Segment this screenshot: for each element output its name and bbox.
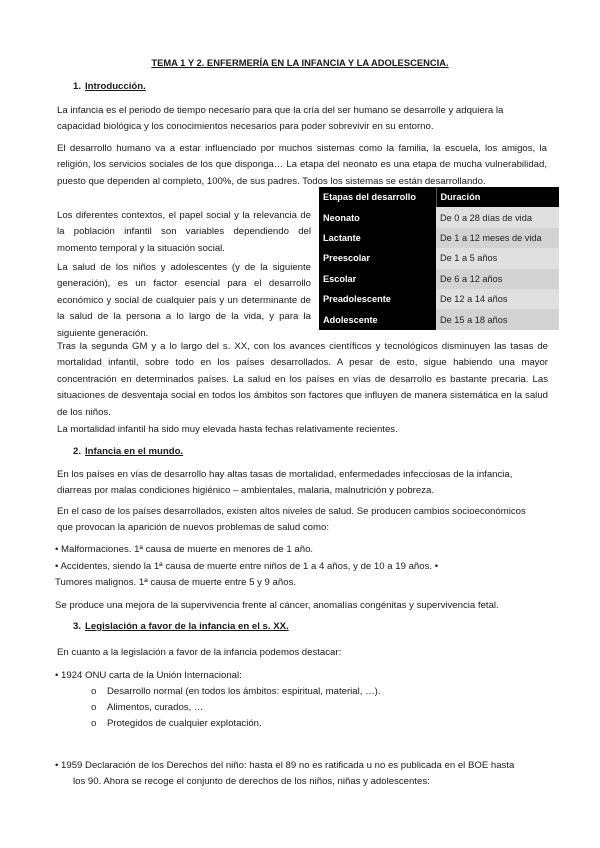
section-number: 2. [73, 446, 82, 457]
intro-paragraph-1: La infancia es el periodo de tiempo necesario para que la cría del ser humano se desarrolle y adquiera la capacidad biológica y los conocimientos necesarios para poder sobrevivir en su entorno. [57, 105, 504, 133]
table-header-duration: Duración [436, 187, 559, 207]
table-row [319, 228, 559, 248]
legislation-paragraph-1: En cuanto a la legislación a favor de la infancia podemos destacar: [57, 647, 342, 658]
intro-paragraph-4: La salud de los niños y adolescentes (y de la siguiente generación), es un factor esencial para el desarrollo económico y social de cualquier país y un determinante de la salud de la persona a lo largo de la vida, y para la siguiente generación. [57, 262, 311, 339]
circle-bullet-icon: o [91, 702, 97, 713]
intro-paragraph-3: Los diferentes contextos, el papel social y la relevancia de la población infantil son variables dependiendo del momento temporal y la situación social. [57, 210, 311, 254]
table-row [319, 289, 559, 309]
sub-item-alimentos [91, 700, 204, 716]
stage-name: Neonato [319, 207, 436, 227]
bullet-1959-continuation: los 90. Ahora se recoge el conjunto de derechos de los niños, niñas y adolescentes: [73, 776, 430, 787]
table-row [319, 248, 559, 268]
document-title: TEMA 1 Y 2. ENFERMERÍA EN LA INFANCIA Y LA ADOLESCENCIA. [151, 57, 449, 68]
bullet-tumores: Tumores malignos. 1ª causa de muerte entre 5 y 9 años. [55, 577, 297, 588]
stage-name: Preescolar [319, 248, 436, 268]
stage-name: Preadolescente [319, 289, 436, 309]
stage-name: Adolescente [319, 309, 436, 329]
section-title: Introducción. [85, 81, 146, 92]
bullet-1924: • 1924 ONU carta de la Unión Internacional: [55, 670, 242, 681]
circle-bullet-icon: o [91, 686, 97, 697]
intro-paragraph-5: Tras la segunda GM y a lo largo del s. XX, con los avances científicos y tecnológicos disminuyen las tasas de mortalidad infantil, sobre todo en los países desarrollados. A pesar de esto, sigue habiendo una mayor concentración en determinados países. La salud en los países en vías de desarrollo es bastante precaria. Las situaciones de desventaja social en todos los ámbitos son factores que influyen de manera sistemática en la salud de los niños. [57, 341, 548, 418]
stage-duration: De 1 a 12 meses de vida [436, 228, 559, 248]
world-paragraph-3: Se produce una mejora de la supervivencia frente al cáncer, anomalías congénitas y supervivencia fetal. [55, 600, 499, 611]
section-number: 1. [73, 81, 82, 92]
circle-bullet-icon: o [91, 718, 97, 729]
table-header-stage: Etapas del desarrollo [319, 187, 436, 207]
intro-paragraph-2: El desarrollo humano va a estar influenciado por muchos sistemas como la familia, la escuela, los amigos, la religión, los servicios sociales de los que disponga… La etapa del neonato es una etapa de mucha vulnerabilidad, puesto que dependen al completo, 100%, de sus padres. Todos los sistemas se están desarrollando. [57, 143, 547, 187]
section-title: Infancia en el mundo. [85, 446, 184, 457]
stage-duration: De 0 a 28 días de vida [436, 207, 559, 227]
sub-item-text: Protegidos de cualquier explotación. [107, 718, 262, 729]
sub-item-text: Desarrollo normal (en todos los ámbitos: espiritual, material, …). [107, 686, 381, 697]
world-paragraph-1: En los países en vías de desarrollo hay altas tasas de mortalidad, enfermedades infecciosas de la infancia, diarreas por malas condiciones higiénico – ambientales, malaria, malnutrición y pobreza. [57, 469, 513, 497]
stage-name: Escolar [319, 269, 436, 289]
bullet-accidentes: • Accidentes, siendo la 1ª causa de muerte entre niños de 1 a 4 años, y de 10 a 19 años. • [55, 561, 439, 572]
section-title: Legislación a favor de la infancia en el s. XX. [85, 621, 289, 632]
sub-item-text: Alimentos, curados, … [107, 702, 204, 713]
sub-item-desarrollo [91, 684, 381, 700]
development-stages-table [319, 187, 559, 330]
table-row [319, 269, 559, 289]
stage-duration: De 15 a 18 años [436, 309, 559, 329]
section-heading-infancia-mundo [73, 446, 183, 457]
stage-duration: De 1 a 5 años [436, 248, 559, 268]
stage-duration: De 12 a 14 años [436, 289, 559, 309]
section-heading-legislacion [73, 621, 289, 632]
section-number: 3. [73, 621, 82, 632]
stage-name: Lactante [319, 228, 436, 248]
bullet-malformaciones: • Malformaciones. 1ª causa de muerte en menores de 1 año. [55, 544, 314, 555]
bullet-1959: • 1959 Declaración de los Derechos del niño: hasta el 89 no es ratificada u no es publicada en el BOE hasta [55, 760, 515, 771]
section-heading-introduccion [73, 81, 146, 92]
table-row [319, 309, 559, 329]
table-header-row [319, 187, 559, 207]
intro-paragraph-6: La mortalidad infantil ha sido muy elevada hasta fechas relativamente recientes. [57, 424, 398, 435]
table-row [319, 207, 559, 227]
stage-duration: De 6 a 12 años [436, 269, 559, 289]
world-paragraph-2: En el caso de los países desarrollados, existen altos niveles de salud. Se producen cambios socioeconómicos que provocan la aparición de nuevos problemas de salud como: [57, 506, 526, 534]
sub-item-protegidos [91, 716, 262, 732]
